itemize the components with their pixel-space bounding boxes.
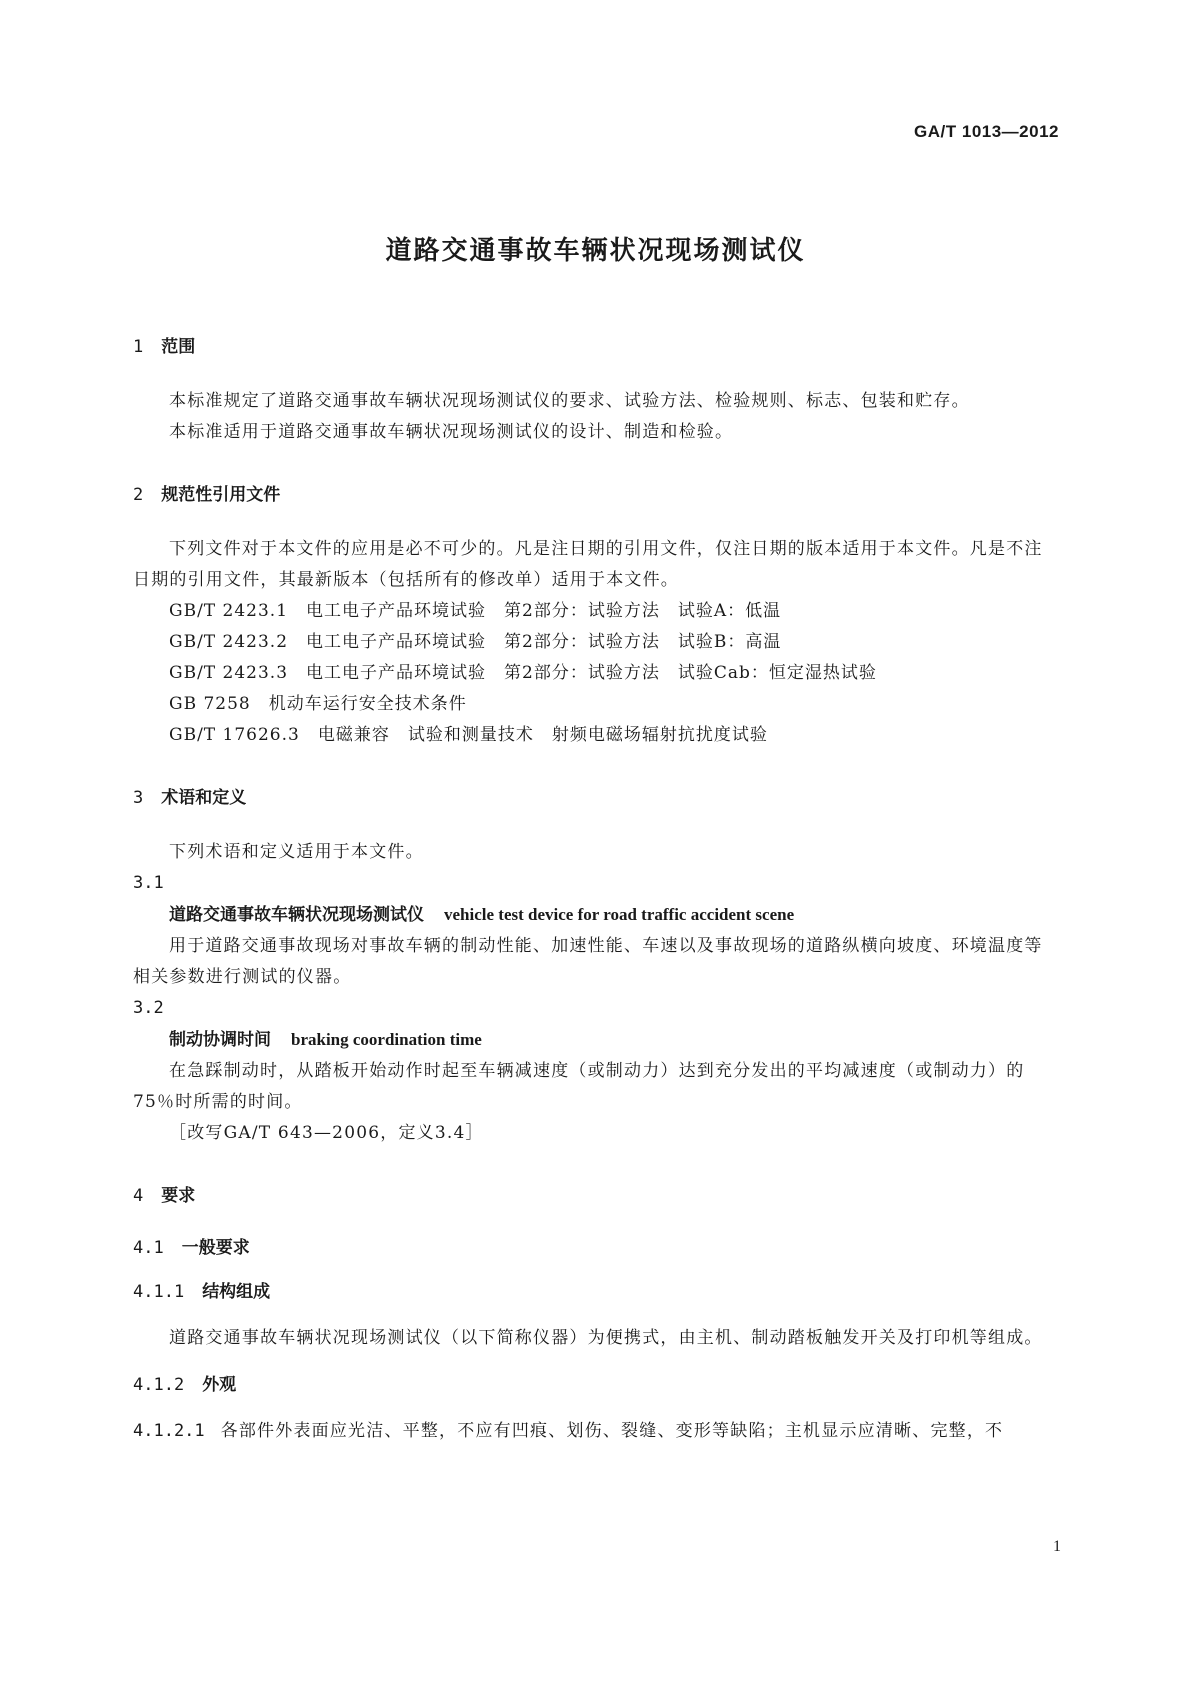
paragraph: 道路交通事故车辆状况现场测试仪（以下简称仪器）为便携式，由主机、制动踏板触发开关及打印机等组成。 bbox=[169, 1328, 1043, 1348]
section-title: 术语和定义 bbox=[161, 788, 247, 808]
paragraph: 下列术语和定义适用于本文件。 bbox=[169, 842, 424, 862]
subsection-title: 一般要求 bbox=[181, 1238, 250, 1258]
paragraph: 本标准适用于道路交通事故车辆状况现场测试仪的设计、制造和检验。 bbox=[169, 422, 734, 442]
term-name bbox=[133, 1024, 1058, 1056]
section-title: 要求 bbox=[161, 1186, 196, 1206]
section-number: 1 bbox=[133, 337, 144, 357]
subsection-title: 结构组成 bbox=[202, 1282, 271, 1302]
clause bbox=[133, 1416, 1058, 1447]
subsection-number: 4.1.1 bbox=[133, 1282, 185, 1302]
section-title: 规范性引用文件 bbox=[161, 485, 281, 505]
term-name-zh: 道路交通事故车辆状况现场测试仪 bbox=[169, 905, 424, 925]
term-number: 3.2 bbox=[133, 998, 164, 1018]
document-body bbox=[133, 334, 1058, 1447]
term-definition: 用于道路交通事故现场对事故车辆的制动性能、加速性能、车速以及事故现场的道路纵横向坡度、环境温度等相关参数进行测试的仪器。 bbox=[133, 936, 1043, 987]
subsection-number: 4.1.2 bbox=[133, 1375, 185, 1395]
term-number: 3.1 bbox=[133, 873, 164, 893]
term-name-en: vehicle test device for road traffic accident scene bbox=[444, 905, 795, 924]
section-heading-scope bbox=[133, 334, 1058, 360]
subsection-heading bbox=[133, 1235, 1058, 1261]
paragraph: 本标准规定了道路交通事故车辆状况现场测试仪的要求、试验方法、检验规则、标志、包装和贮存。 bbox=[169, 391, 970, 411]
standard-code: GA/T 1013—2012 bbox=[914, 122, 1059, 141]
section-number: 3 bbox=[133, 788, 144, 808]
term-name-zh: 制动协调时间 bbox=[169, 1030, 271, 1050]
subsection-heading bbox=[133, 1372, 1058, 1398]
section-number: 2 bbox=[133, 485, 144, 505]
clause-number: 4.1.2.1 bbox=[133, 1421, 205, 1441]
paragraph: 下列文件对于本文件的应用是必不可少的。凡是注日期的引用文件，仅注日期的版本适用于本文件。凡是不注日期的引用文件，其最新版本（包括所有的修改单）适用于本文件。 bbox=[133, 539, 1043, 590]
term-name bbox=[133, 899, 1058, 931]
reference-item: GB 7258 机动车运行安全技术条件 bbox=[169, 694, 467, 714]
term-definition: 在急踩制动时，从踏板开始动作时起至车辆减速度（或制动力）达到充分发出的平均减速度（或制动力）的75％时所需的时间。 bbox=[133, 1061, 1025, 1112]
subsection-number: 4.1 bbox=[133, 1238, 164, 1258]
section-heading-terms bbox=[133, 785, 1058, 811]
section-number: 4 bbox=[133, 1186, 144, 1206]
subsection-heading bbox=[133, 1279, 1058, 1305]
document-title: 道路交通事故车辆状况现场测试仪 bbox=[385, 236, 806, 266]
clause-text: 各部件外表面应光洁、平整，不应有凹痕、划伤、裂缝、变形等缺陷；主机显示应清晰、完整，不 bbox=[220, 1421, 1004, 1441]
subsection-title: 外观 bbox=[202, 1375, 237, 1395]
reference-item: GB/T 17626.3 电磁兼容 试验和测量技术 射频电磁场辐射抗扰度试验 bbox=[169, 725, 768, 745]
reference-item: GB/T 2423.3 电工电子产品环境试验 第2部分：试验方法 试验Cab：恒定湿热试验 bbox=[169, 663, 877, 683]
section-title: 范围 bbox=[161, 337, 196, 357]
page-number: 1 bbox=[1053, 1538, 1061, 1555]
reference-item: GB/T 2423.1 电工电子产品环境试验 第2部分：试验方法 试验A：低温 bbox=[169, 601, 782, 621]
term-source-note: ［改写GA/T 643—2006，定义3.4］ bbox=[169, 1123, 484, 1143]
section-heading-normative-references bbox=[133, 482, 1058, 508]
reference-item: GB/T 2423.2 电工电子产品环境试验 第2部分：试验方法 试验B：高温 bbox=[169, 632, 782, 652]
section-heading-requirements bbox=[133, 1183, 1058, 1209]
term-name-en: braking coordination time bbox=[291, 1030, 482, 1049]
